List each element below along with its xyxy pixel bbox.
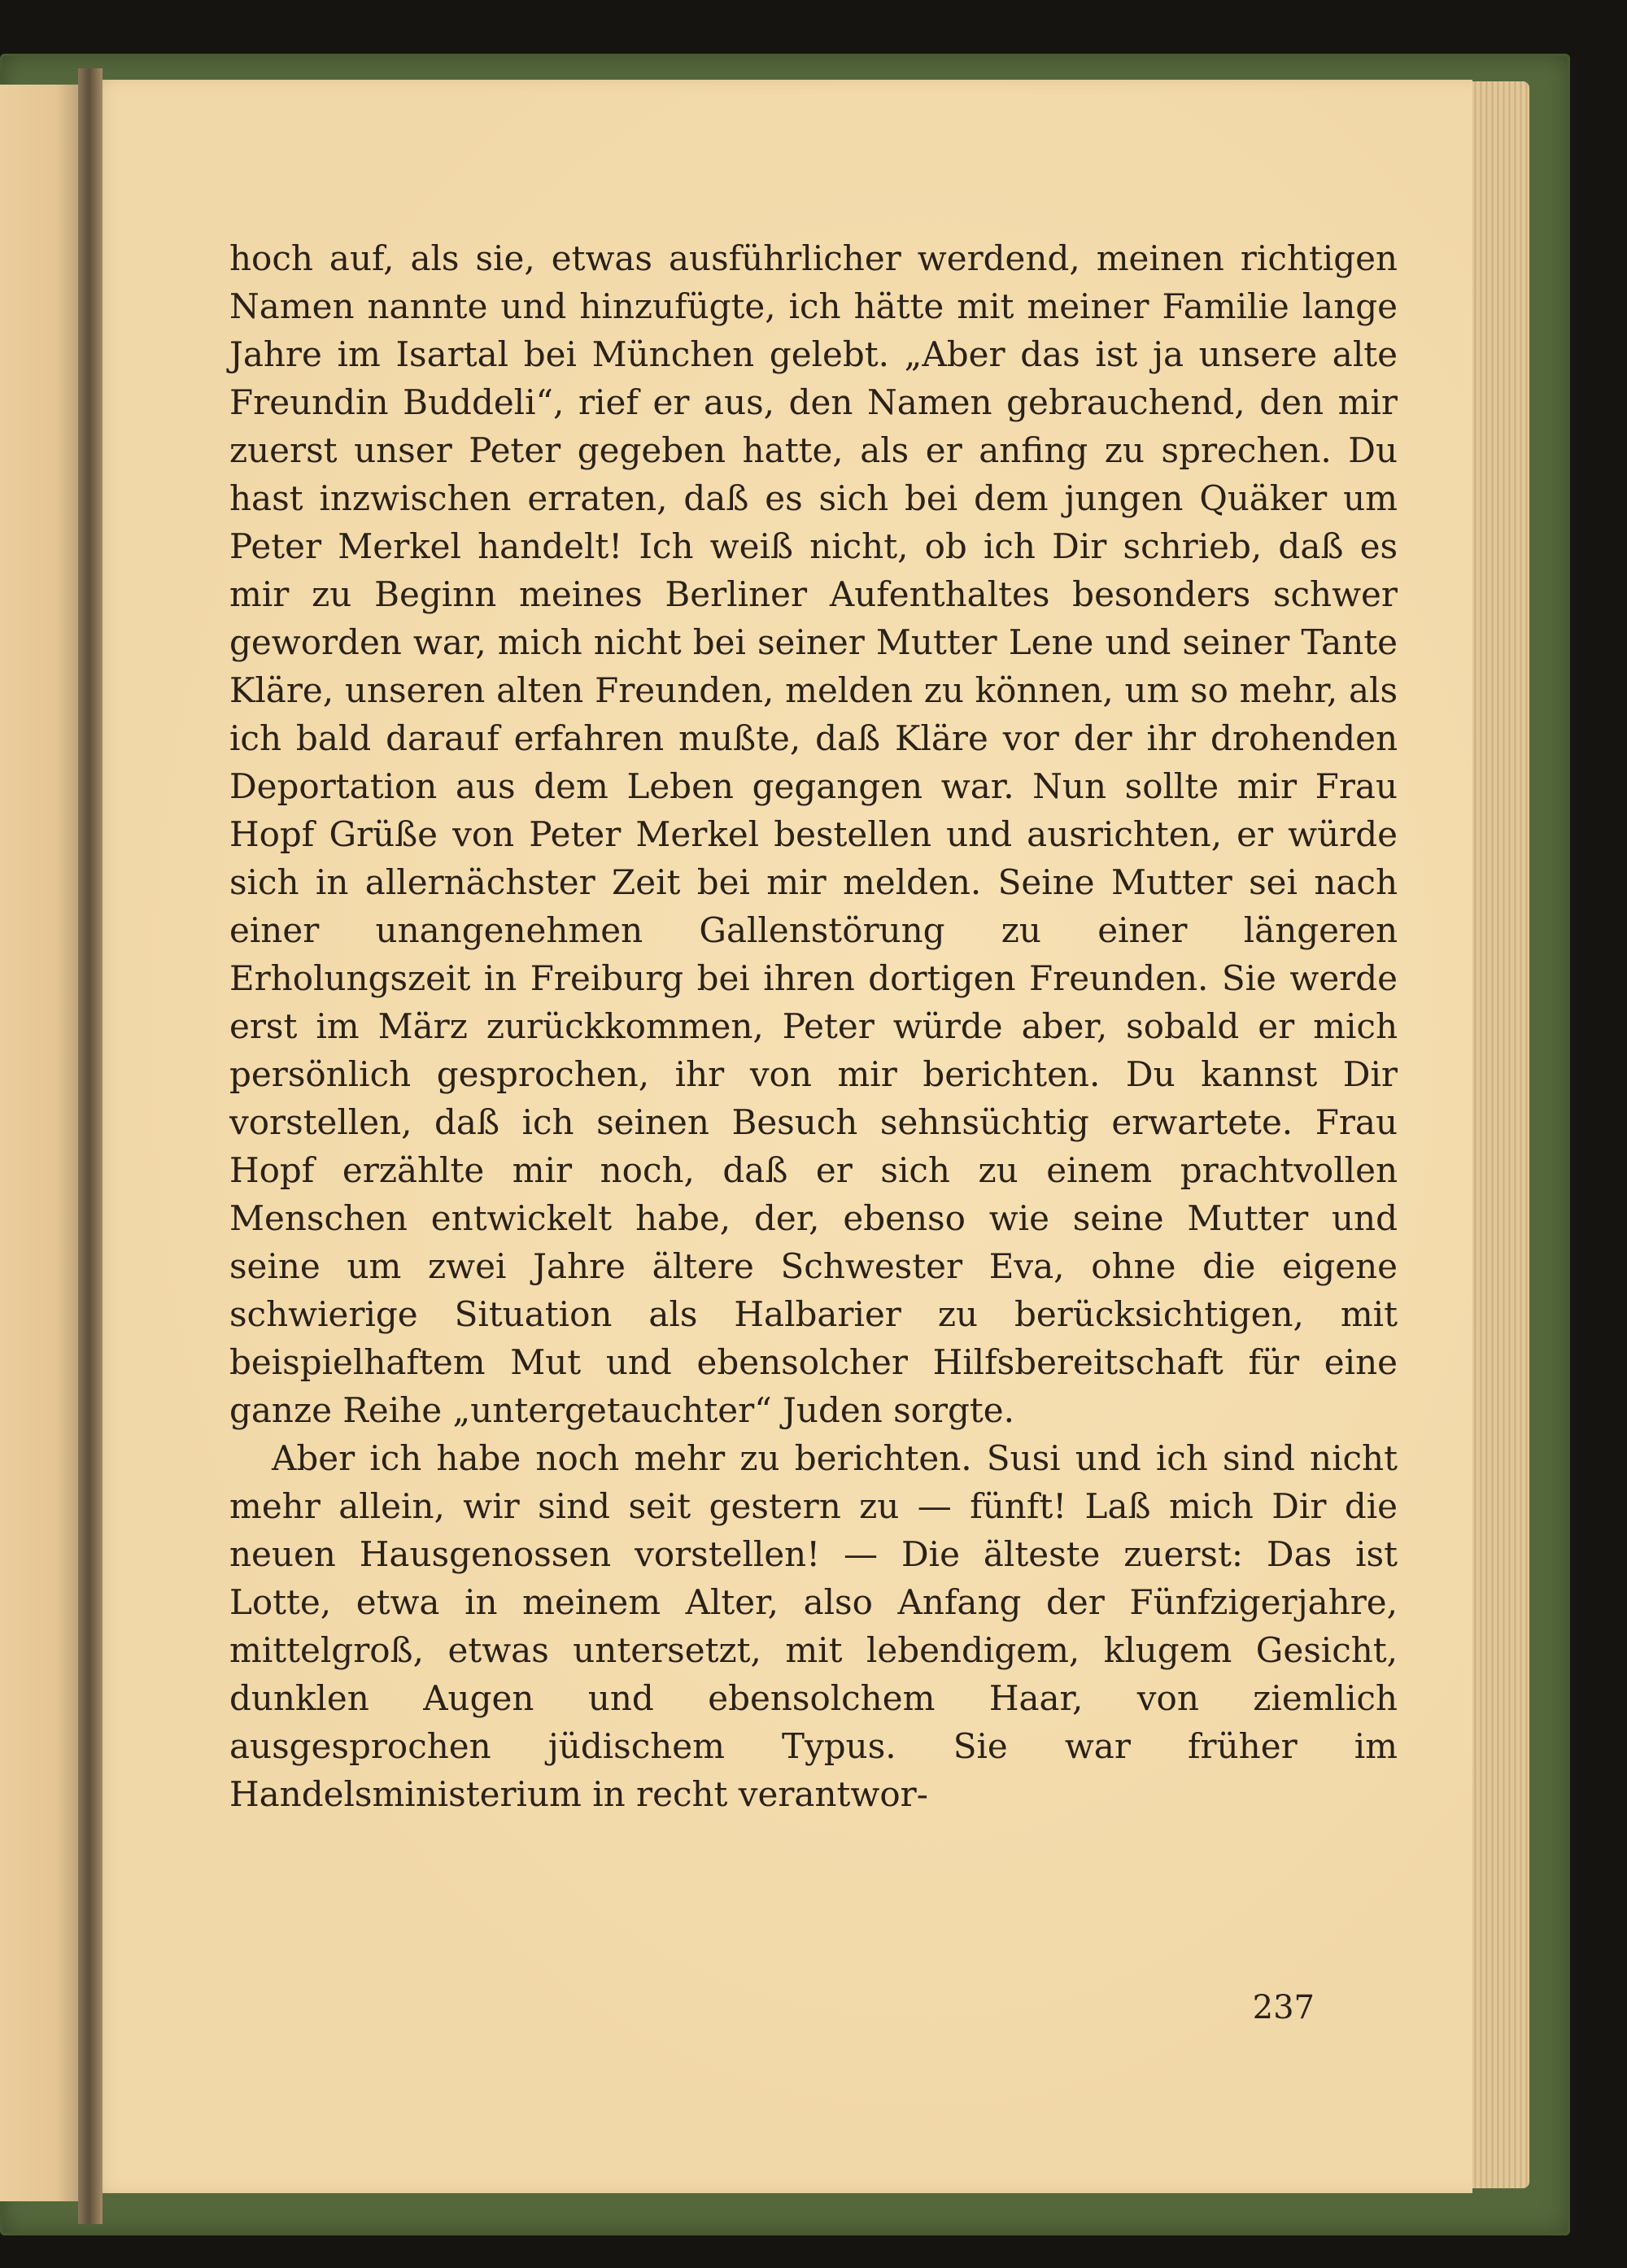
paragraph: Aber ich habe noch mehr zu berichten. Susi und ich sind nicht mehr allein, wir sind seit gestern zu — fünft! Laß mich Dir die neuen Hausgenossen vorstellen! — Die älteste zuerst: Das ist Lotte, etwa in meinem Alter, also Anfang der Fünfzigerjahre, mittelgroß, etwas untersetzt, mit lebendigem, klugem Gesicht, dunklen Augen und ebensolchem Haar, von ziemlich ausgesprochen jüdischem Typus. Sie war früher im Handelsministerium in recht verantwor-	[229, 1438, 1398, 1814]
paragraph: hoch auf, als sie, etwas ausführlicher werdend, meinen richtigen Namen nannte und hinzufügte, ich hätte mit meiner Familie lange Jahre im Isartal bei München gelebt. „Aber das ist ja unsere alte Freundin Buddeli“, rief er aus, den Namen gebrauchend, den mir zuerst unser Peter gegeben hatte, als er anfing zu sprechen. Du hast inzwischen erraten, daß es sich bei dem jungen Quäker um Peter Merkel handelt! Ich weiß nicht, ob ich Dir schrieb, daß es mir zu Beginn meines Berliner Aufenthaltes besonders schwer geworden war, mich nicht bei seiner Mutter Lene und seiner Tante Kläre, unseren alten Freunden, melden zu können, um so mehr, als ich bald darauf erfahren mußte, daß Kläre vor der ihr drohenden Deportation aus dem Leben gegangen war. Nun sollte mir Frau Hopf Grüße von Peter Merkel bestellen und ausrichten, er würde sich in allernächster Zeit bei mir melden. Seine Mutter sei nach einer unangenehmen Gallenstörung zu einer längeren Erholungszeit in Freiburg bei ihren dortigen Freunden. Sie werde erst im März zurückkommen, Peter würde aber, sobald er mich persönlich gesprochen, ihr von mir berichten. Du kannst Dir vorstellen, daß ich seinen Besuch sehnsüchtig erwartete. Frau Hopf erzählte mir noch, daß er sich zu einem prachtvollen Menschen entwickelt habe, der, ebenso wie seine Mutter und seine um zwei Jahre ältere Schwester Eva, ohne die eigene schwierige Situation als Halbarier zu berücksichtigen, mit beispielhaftem Mut und ebensolcher Hilfsbereitschaft für eine ganze Reihe „untergetauchter“ Juden sorgte.	[229, 238, 1398, 1430]
left-page-edge	[0, 85, 81, 2201]
page-number: 237	[1252, 1989, 1315, 2026]
book-page	[89, 80, 1472, 2193]
body-text	[229, 234, 1398, 1818]
book-gutter	[78, 68, 103, 2224]
